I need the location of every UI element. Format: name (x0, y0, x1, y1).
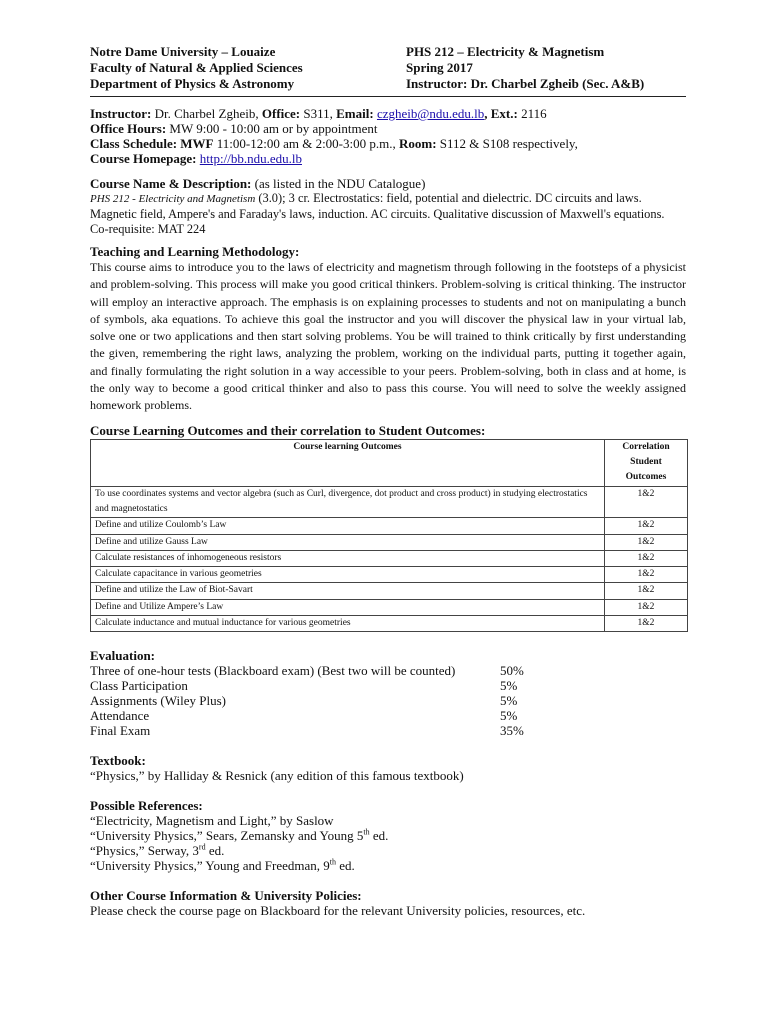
reference-end: ed. (369, 828, 389, 844)
table-row (91, 518, 688, 534)
outcome-cell: Define and utilize Gauss Law (91, 534, 605, 550)
textbook-text: “Physics,” by Halliday & Resnick (any edition of this famous textbook) (90, 768, 464, 784)
course-description-title: Course Name & Description: (90, 176, 252, 191)
methodology-title: Teaching and Learning Methodology: (90, 244, 300, 259)
correlation-cell: 1&2 (605, 486, 688, 518)
textbook-title: Textbook: (90, 753, 146, 769)
evaluation-row (90, 678, 686, 693)
syllabus-page (90, 44, 686, 918)
semester: Spring 2017 (406, 60, 473, 75)
header-left (90, 44, 400, 92)
reference-text: “Physics,” Serway, 3 (90, 843, 199, 859)
table-header-row (91, 439, 688, 486)
ext-label: , Ext.: (484, 106, 518, 121)
methodology-text: This course aims to introduce you to the laws of electricity and magnetism through following in the footsteps of a physicist and problem-solving. This process will make you good critical thinkers. Problem-solving is critical thinking. The instructor will employ an interactive approach. The emphasis is on explaining processes to students and not on manipulating a bunch of symbols, aka equations. To achieve this goal the instructor and you will discover the physical law in your virtual lab, solve one or two applications and then start solving problems. You be will trained to think critically by first understanding the given, remembering the right laws, analyzing the problem, working on the individual parts, putting it together again, and finally formulating the right solution in a way accessible to your peers. Problem-solving, both in class and at home, is the only way to become a good critical thinker and also to pass this course. You will need to solve the weekly assigned homework problems. (90, 260, 686, 413)
reference-item: “Electricity, Magnetism and Light,” by Saslow (90, 813, 334, 829)
outcome-cell: Define and utilize the Law of Biot-Savart (91, 583, 605, 599)
evaluation-section (90, 648, 686, 738)
outcome-cell: Define and utilize Coulomb’s Law (91, 518, 605, 534)
email-link[interactable]: czgheib@ndu.edu.lb (376, 106, 485, 121)
table-row (91, 599, 688, 615)
policies-section (90, 888, 686, 918)
office-value: S311, (300, 106, 333, 121)
reference-text: “University Physics,” Young and Freedman, 9 (90, 858, 330, 874)
evaluation-value: 5% (500, 693, 518, 709)
outcome-cell: Calculate capacitance in various geometries (91, 567, 605, 583)
references-title: Possible References: (90, 798, 203, 814)
course-homepage-label: Course Homepage: (90, 151, 197, 166)
room-label: Room: (395, 136, 437, 151)
header-divider (90, 96, 686, 97)
evaluation-label: Three of one-hour tests (Blackboard exam) (Best two will be counted) (90, 663, 456, 679)
references-section (90, 798, 686, 873)
office-hours-label: Office Hours: (90, 121, 167, 136)
course-description-section (90, 176, 686, 237)
office-label: Office: (258, 106, 301, 121)
room-value: S112 & S108 respectively, (436, 136, 578, 151)
university-name: Notre Dame University – Louaize (90, 44, 276, 59)
correlation-cell: 1&2 (605, 518, 688, 534)
office-hours-value: MW 9:00 - 10:00 am or by appointment (166, 121, 378, 136)
class-schedule-value: 11:00-12:00 am & 2:00-3:00 p.m., (213, 136, 396, 151)
evaluation-label: Attendance (90, 708, 150, 724)
document-header (90, 44, 686, 92)
evaluation-label: Assignments (Wiley Plus) (90, 693, 226, 709)
reference-end: ed. (336, 858, 355, 874)
table-row (91, 583, 688, 599)
course-homepage-link[interactable]: http://bb.ndu.edu.lb (199, 151, 302, 166)
instructor-section: Instructor: Dr. Charbel Zgheib (Sec. A&B) (406, 76, 645, 91)
evaluation-value: 5% (500, 708, 518, 724)
instructor-name: Dr. Charbel Zgheib, (151, 106, 259, 121)
evaluation-value: 5% (500, 678, 518, 694)
textbook-section (90, 753, 686, 783)
reference-end: ed. (205, 843, 225, 859)
course-name: Electricity and Magnetism (138, 193, 256, 205)
outcome-cell: Calculate resistances of inhomogeneous resistors (91, 550, 605, 566)
policies-text: Please check the course page on Blackboard for the relevant University policies, resources, etc. (90, 903, 586, 919)
correlation-cell: 1&2 (605, 567, 688, 583)
correlation-cell: 1&2 (605, 616, 688, 632)
outcomes-section (90, 423, 686, 633)
course-code: PHS 212 - (90, 193, 139, 205)
department-name: Department of Physics & Astronomy (90, 76, 295, 91)
col-header-line: Correlation (622, 441, 670, 452)
col-header-outcomes: Course learning Outcomes (91, 439, 605, 486)
table-row (91, 550, 688, 566)
correlation-cell: 1&2 (605, 583, 688, 599)
col-header-line: Outcomes (625, 472, 667, 483)
course-code-title: PHS 212 – Electricity & Magnetism (406, 44, 605, 59)
header-right (406, 44, 686, 92)
correlation-cell: 1&2 (605, 534, 688, 550)
outcomes-table (90, 439, 688, 633)
table-row (91, 616, 688, 632)
evaluation-row (90, 708, 686, 723)
instructor-label: Instructor: (90, 106, 152, 121)
col-header-correlation (605, 439, 688, 486)
evaluation-value: 50% (500, 663, 524, 679)
reference-item (90, 828, 686, 843)
email-label: Email: (332, 106, 374, 121)
outcomes-title: Course Learning Outcomes and their correlation to Student Outcomes: (90, 422, 486, 438)
reference-sup: rd (198, 843, 206, 853)
course-description-text: (3.0); 3 cr. Electrostatics: field, potential and dielectric. DC circuits and laws. Magnetic field, Ampere's and Faraday's laws, induction. AC circuits. Qualitative discussion of Maxwell's equations. Co-requisite: MAT 224 (90, 191, 665, 236)
reference-text: “University Physics,” Sears, Zemansky and Young 5 (90, 828, 364, 844)
reference-sup: th (363, 828, 370, 838)
correlation-cell: 1&2 (605, 550, 688, 566)
evaluation-value: 35% (500, 723, 524, 739)
evaluation-row (90, 663, 686, 678)
ext-value: 2116 (517, 106, 547, 121)
col-header-line: Student (630, 456, 662, 467)
outcome-cell: Define and Utilize Ampere’s Law (91, 599, 605, 615)
reference-item (90, 843, 686, 858)
evaluation-title: Evaluation: (90, 648, 156, 664)
evaluation-row (90, 723, 686, 738)
table-row (91, 567, 688, 583)
reference-item (90, 858, 686, 873)
evaluation-label: Class Participation (90, 678, 188, 694)
evaluation-row (90, 693, 686, 708)
table-row (91, 486, 688, 518)
evaluation-label: Final Exam (90, 723, 151, 739)
table-row (91, 534, 688, 550)
outcome-cell: Calculate inductance and mutual inductance for various geometries (91, 616, 605, 632)
correlation-cell: 1&2 (605, 599, 688, 615)
course-description-note: (as listed in the NDU Catalogue) (251, 176, 426, 191)
methodology-section (90, 244, 686, 415)
reference-sup: th (329, 858, 336, 868)
outcome-cell: To use coordinates systems and vector algebra (such as Curl, divergence, dot product and cross product) in studying electrostatics and magnetostatics (91, 486, 605, 518)
policies-title: Other Course Information & University Policies: (90, 888, 362, 904)
class-schedule-label: Class Schedule: MWF (90, 136, 214, 151)
faculty-name: Faculty of Natural & Applied Sciences (90, 60, 303, 75)
instructor-info (90, 106, 686, 166)
